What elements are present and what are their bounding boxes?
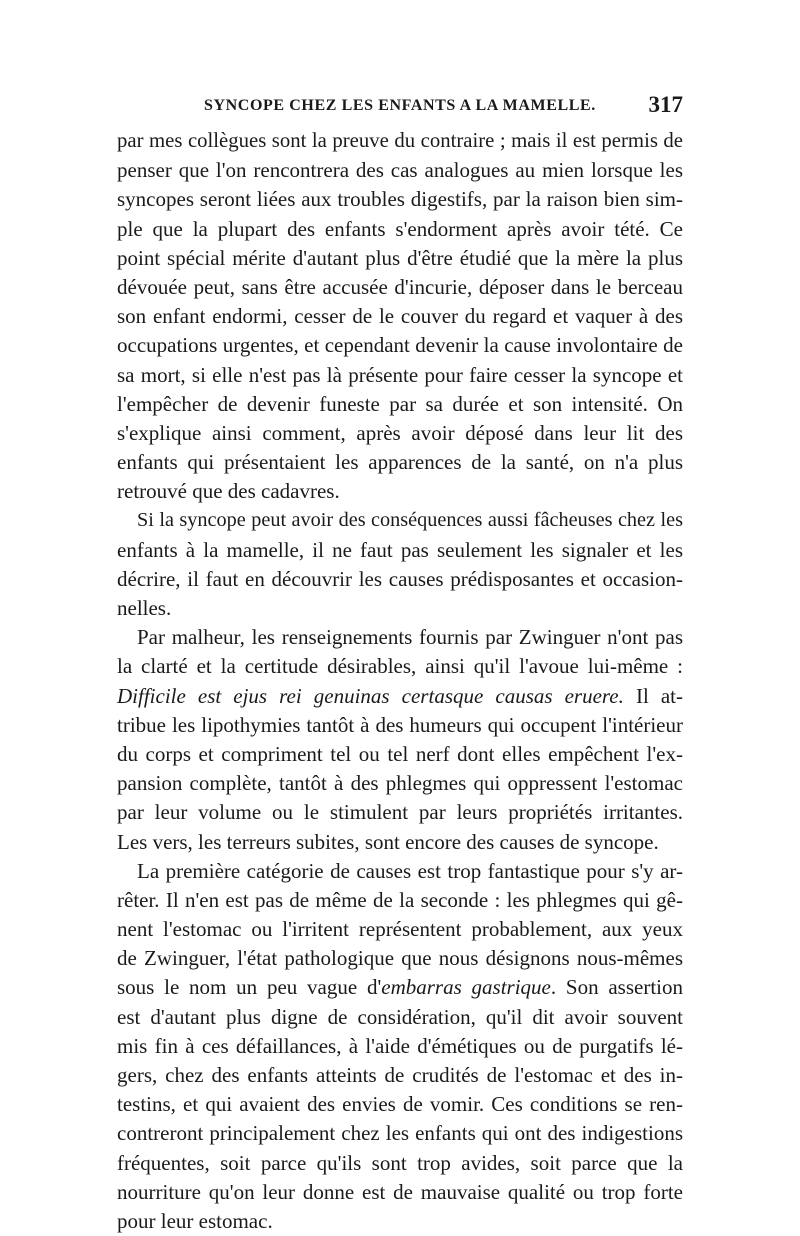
text-line: son enfant endormi, cesser de le couver du regard et vaquer à des: [117, 304, 683, 329]
text-line: occupations urgentes, et cependant devenir la cause involontaire de: [117, 333, 683, 358]
running-title: SYNCOPE CHEZ LES ENFANTS A LA MAMELLE.: [204, 97, 596, 114]
text-line: par mes collègues sont la preuve du contraire ; mais il est permis de: [117, 130, 683, 152]
text-line: rêter. Il n'en est pas de même de la seconde : les phlegmes qui gê-: [117, 887, 683, 912]
text-line: Par malheur, les renseignements fournis par Zwinguer n'ont pas: [137, 625, 683, 650]
text-line: nourriture qu'on leur donne est de mauvaise qualité ou trop forte: [117, 1179, 683, 1204]
running-header: [118, 92, 683, 121]
text-line: tribue les lipothymies tantôt à des humeurs qui occupent l'intérieur: [117, 712, 683, 737]
text-line: gers, chez des enfants atteints de crudités de l'estomac et des in-: [117, 1063, 683, 1087]
text-line: du corps et compriment tel ou tel nerf dont elles empêchent l'ex-: [117, 741, 683, 766]
text-line: La première catégorie de causes est trop fantastique pour s'y ar-: [137, 858, 683, 883]
page-number: 317: [648, 92, 683, 117]
text-line: point spécial mérite d'autant plus d'être étudié que la mère la plus: [117, 245, 683, 270]
text-line: enfants à la mamelle, il ne faut pas seulement les signaler et les: [117, 537, 683, 562]
text-line: décrire, il faut en découvrir les causes prédisposantes et occasion-: [117, 566, 683, 591]
italic-term: embarras gastrique: [381, 975, 551, 1000]
text-line: contreront principalement chez les enfants qui ont des indigestions: [117, 1121, 683, 1146]
text-line: pansion complète, tantôt à des phlegmes qui oppressent l'estomac: [117, 771, 683, 796]
text-segment: Il at-: [623, 683, 683, 708]
text-line: syncopes seront liées aux troubles digestifs, par la raison bien sim-: [117, 187, 683, 212]
text-line: testins, et qui avaient des envies de vomir. Ces conditions se ren-: [117, 1092, 683, 1117]
text-line: Si la syncope peut avoir des conséquences aussi fâcheuses chez les: [137, 509, 683, 532]
text-line: Les vers, les terreurs subites, sont encore des causes de syncope.: [117, 829, 659, 854]
text-line-with-term: [117, 973, 683, 1002]
text-line: penser que l'on rencontrera des cas analogues au mien lorsque les: [117, 158, 683, 183]
text-line: nent l'estomac ou l'irritent représentent probablement, aux yeux: [117, 917, 683, 942]
text-line: est d'autant plus digne de considération, qu'il dit avoir souvent: [117, 1004, 683, 1029]
text-segment: sous le nom un peu vague d': [117, 975, 382, 1000]
text-line: pour leur estomac.: [117, 1208, 273, 1233]
latin-quotation: Difficile est ejus rei genuinas certasque causas eruere.: [117, 683, 624, 708]
text-line: la clarté et la certitude désirables, ainsi qu'il l'avoue lui-même :: [117, 654, 683, 679]
text-line: nelles.: [117, 596, 172, 620]
body-text: [117, 127, 683, 1236]
text-line: fréquentes, soit parce qu'ils sont trop avides, soit parce que la: [117, 1150, 683, 1175]
text-line: ple que la plupart des enfants s'endorment après avoir tété. Ce: [117, 216, 683, 241]
text-line-with-quote: [117, 682, 683, 711]
text-line: dévouée peut, sans être accusée d'incurie, déposer dans le berceau: [117, 274, 683, 299]
text-line: l'empêcher de devenir funeste par sa durée et son intensité. On: [117, 391, 683, 416]
text-segment: . Son assertion: [550, 975, 684, 1000]
text-line: sa mort, si elle n'est pas là présente pour faire cesser la syncope et: [117, 362, 683, 387]
text-line: retrouvé que des cadavres.: [117, 479, 340, 504]
text-line: de Zwinguer, l'état pathologique que nous désignons nous-mêmes: [117, 946, 683, 971]
text-line: mis fin à ces défaillances, à l'aide d'émétiques ou de purgatifs lé-: [117, 1033, 683, 1058]
text-line: par leur volume ou le stimulent par leurs propriétés irritantes.: [117, 800, 683, 825]
text-line: enfants qui présentaient les apparences de la santé, on n'a plus: [117, 450, 683, 475]
text-line: s'explique ainsi comment, après avoir déposé dans leur lit des: [117, 420, 683, 445]
